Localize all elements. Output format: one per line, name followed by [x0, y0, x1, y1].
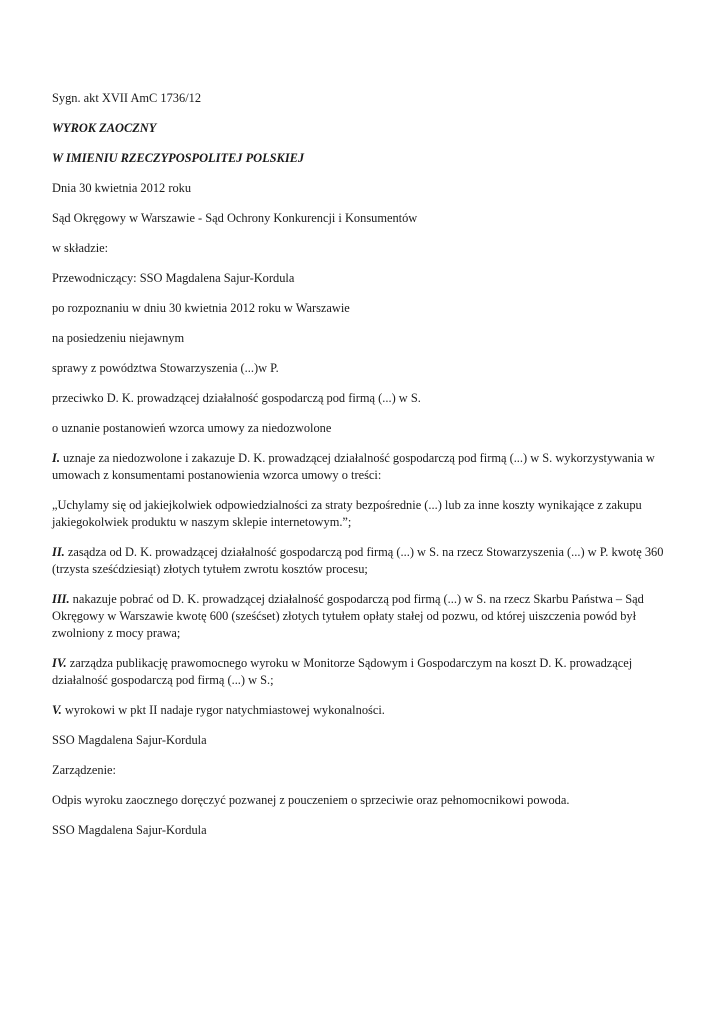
case-signature: Sygn. akt XVII AmC 1736/12: [52, 91, 202, 105]
order-label: Zarządzenie:: [52, 763, 116, 777]
ruling-point-2: [52, 544, 678, 578]
ruling-point-3: [52, 591, 678, 642]
ruling-point-text: nakazuje pobrać od D. K. prowadzącej działalność gospodarczą pod firmą (...) w S. na rzecz Skarbu Państwa – Sąd Okręgowy w Warszawie kwotę 600 (sześćset) złotych tytułem opłaty stałej od pozwu, od której uiszczenia powód był zwolniony z mocy prawa;: [52, 592, 644, 640]
order-text: Odpis wyroku zaocznego doręczyć pozwanej z pouczeniem o sprzeciwie oraz pełnomocnikowi powoda.: [52, 793, 570, 807]
ruling-point-text: zasądza od D. K. prowadzącej działalność gospodarczą pod firmą (...) w S. na rzecz Stowarzyszenia (...) w P. kwotę 360 (trzysta sześćdziesiąt) złotych tytułem zwrotu kosztów procesu;: [52, 545, 664, 576]
ruling-point-5: [52, 702, 678, 719]
composition-label: w składzie:: [52, 241, 109, 255]
order-signature: SSO Magdalena Sajur-Kordula: [52, 823, 207, 837]
ruling-point-4: [52, 655, 678, 689]
examination-line: po rozpoznaniu w dniu 30 kwietnia 2012 roku w Warszawie: [52, 301, 350, 315]
quoted-clause: „Uchylamy się od jakiejkolwiek odpowiedzialności za straty bezpośrednie (...) lub za inne koszty wynikające z zakupu jakiegokolwiek produktu w naszym sklepie internetowym.”;: [52, 498, 642, 529]
case-defendant: przeciwko D. K. prowadzącej działalność gospodarczą pod firmą (...) w S.: [52, 391, 421, 405]
ruling-point-number: III.: [52, 592, 70, 606]
ruling-point-text: uznaje za niedozwolone i zakazuje D. K. prowadzącej działalność gospodarczą pod firmą (...) w S. wykorzystywania w umowach z konsumentami postanowienia wzorca umowy o treści:: [52, 451, 655, 482]
document-subtitle: W IMIENIU RZECZYPOSPOLITEJ POLSKIEJ: [52, 151, 305, 165]
document-title: WYROK ZAOCZNY: [52, 121, 157, 135]
judge-signature: SSO Magdalena Sajur-Kordula: [52, 733, 207, 747]
date-line: Dnia 30 kwietnia 2012 roku: [52, 181, 192, 195]
case-subject: o uznanie postanowień wzorca umowy za niedozwolone: [52, 421, 332, 435]
presiding-judge: Przewodniczący: SSO Magdalena Sajur-Kordula: [52, 271, 295, 285]
ruling-point-number: II.: [52, 545, 65, 559]
court-name: Sąd Okręgowy w Warszawie - Sąd Ochrony Konkurencji i Konsumentów: [52, 211, 418, 225]
case-plaintiff: sprawy z powództwa Stowarzyszenia (...)w P.: [52, 361, 279, 375]
ruling-point-number: I.: [52, 451, 60, 465]
session-type: na posiedzeniu niejawnym: [52, 331, 185, 345]
ruling-point-text: zarządza publikację prawomocnego wyroku w Monitorze Sądowym i Gospodarczym na koszt D. K. prowadzącej działalność gospodarczą pod firmą (...) w S.;: [52, 656, 633, 687]
judgment-document: [52, 90, 678, 852]
ruling-point-number: V.: [52, 703, 62, 717]
ruling-point-text: wyrokowi w pkt II nadaje rygor natychmiastowej wykonalności.: [61, 703, 385, 717]
ruling-point-number: IV.: [52, 656, 67, 670]
ruling-point-1: [52, 450, 678, 484]
